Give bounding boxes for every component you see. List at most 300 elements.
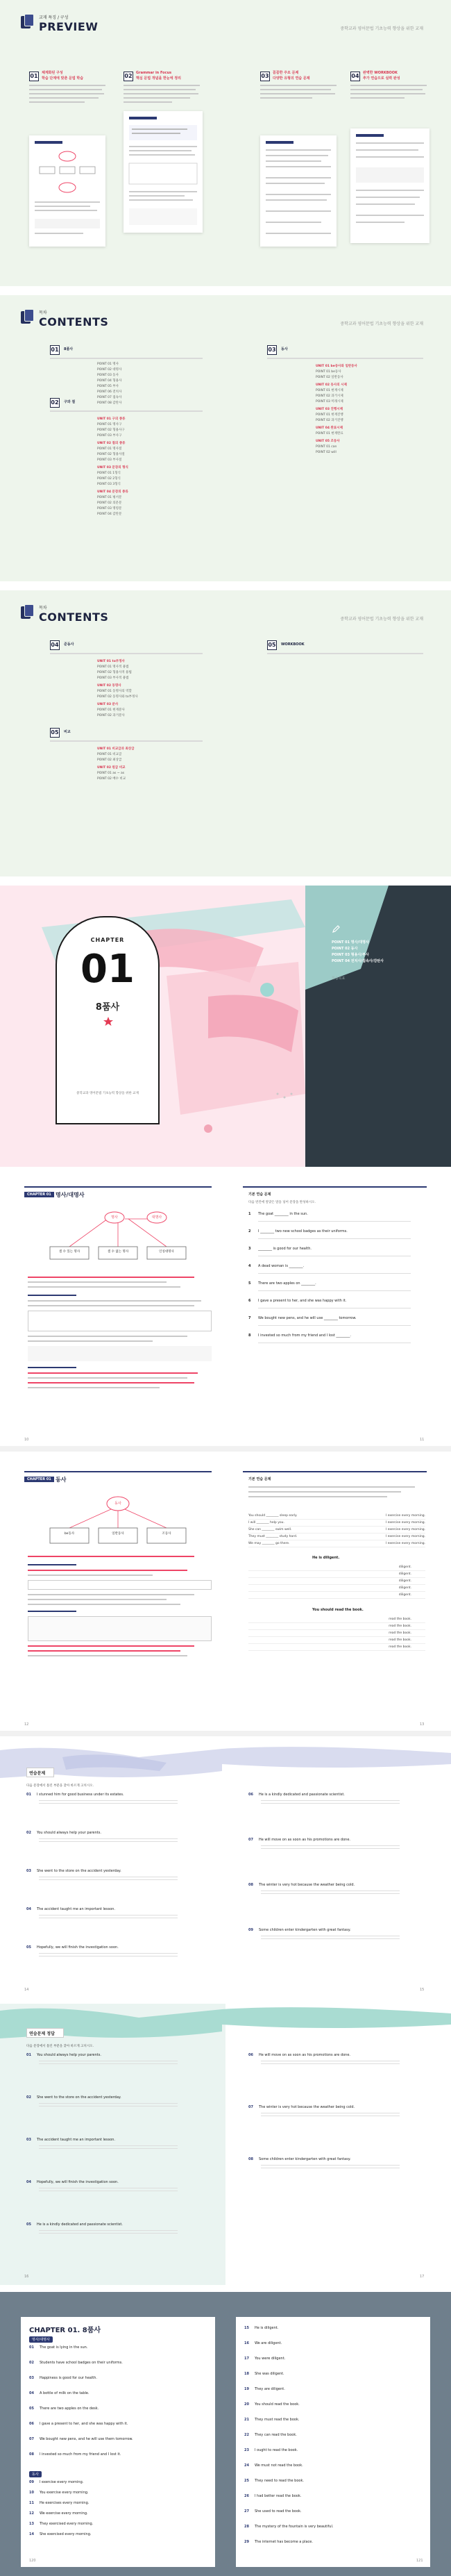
workbook-item [29, 2391, 210, 2396]
item-number: 05 [26, 2222, 31, 2227]
item-text: I ought to read the book. [254, 2448, 298, 2452]
item-text: The internet has become a place. [254, 2540, 313, 2544]
table-cell: I exercise every morning. [385, 1521, 425, 1524]
pencil-icon [332, 924, 341, 933]
page-number: 17 [420, 2275, 425, 2279]
item-text: Students have school badges on their uniforms. [39, 2361, 123, 2365]
toc-item: POINT 02 동명사와 to부정사 [97, 695, 138, 699]
practice-row [26, 1945, 214, 1950]
item-text: He is a kindly dedicated and passionate scientist. [36, 2222, 123, 2227]
item-number: 22 [244, 2433, 249, 2437]
toc-item: POINT 02 과거진행 [316, 419, 343, 422]
answer-line [261, 2063, 400, 2064]
item-text: She went to the store on the accident yesterday. [36, 1869, 121, 1873]
table-row [248, 1578, 425, 1585]
practice-row [26, 1830, 214, 1836]
chapter-name: 8품사 [64, 347, 74, 351]
table-cell: She can ________ swim well. [248, 1528, 292, 1531]
practice-list [248, 2052, 429, 2209]
exercise-block [248, 1486, 425, 1504]
answer-line [39, 2233, 178, 2234]
chapter-name: 동사 [281, 347, 288, 351]
toc-item: POINT 06 전치사 [97, 390, 122, 394]
item-number: 02 [29, 2361, 34, 2365]
workbook-item [29, 2360, 210, 2366]
workbook-item [244, 2509, 425, 2514]
item-number: 28 [244, 2525, 249, 2529]
item-text: She was diligent. [254, 2372, 284, 2376]
item-text: They can read the book. [254, 2433, 297, 2437]
header-note: 중학교과 영어문법 기초능력 향상을 위한 교재 [340, 26, 423, 31]
exercise-item [248, 1229, 425, 1234]
workbook-item [244, 2463, 425, 2468]
contents-badge: 목차 [39, 310, 47, 315]
item-number: 09 [248, 1928, 253, 1932]
item-text: The mystery of the fountain is very beautiful. [254, 2525, 334, 2529]
table-cell: diligent. [398, 1572, 411, 1576]
table-cell: They must ________ study hard. [248, 1535, 298, 1538]
practice-item [248, 1882, 429, 1894]
answer-line [258, 1273, 411, 1274]
toc-item: POINT 01 can [316, 445, 337, 449]
practice-row [26, 2137, 214, 2143]
item-text: You should always help your parents. [36, 1831, 101, 1835]
table-row [248, 1616, 425, 1623]
practice-item [248, 2104, 429, 2116]
diagram-box: be동사 [64, 1532, 75, 1536]
item-text: The goat ________ in the sun. [258, 1212, 308, 1216]
workbook-item [29, 2436, 210, 2442]
workbook-item [29, 2532, 210, 2537]
table-cell: diligent. [398, 1586, 411, 1590]
practice-item [248, 2052, 429, 2064]
toc-item: POINT 02 과거분사 [97, 714, 125, 717]
item-text: You exercise every morning. [39, 2491, 89, 2495]
toc-item: UNIT 01 비교급과 최상급 [97, 747, 135, 751]
workbook-item [244, 2325, 425, 2331]
feature-description [29, 85, 105, 103]
feature-description [350, 85, 427, 99]
table-row [248, 1637, 425, 1644]
practice-item [26, 2095, 214, 2106]
table-cell: read the book. [389, 1638, 411, 1642]
table-row [248, 1540, 425, 1547]
page-number: 10 [24, 1438, 29, 1442]
item-text: He is a kindly dedicated and passionate scientist. [258, 1793, 345, 1797]
practice-item [26, 1906, 214, 1918]
workbook-item [244, 2371, 425, 2377]
item-text: Happiness is good for our health. [39, 2376, 97, 2380]
item-text: A bottle of milk on the table. [39, 2391, 90, 2395]
exercise-item [248, 1263, 425, 1269]
toc-item: POINT 01 1형식 [97, 472, 121, 475]
toc-list [97, 415, 205, 517]
chapter-number: 04 [50, 640, 60, 650]
feature-title: 완벽한 WORKBOOK [363, 71, 398, 75]
toc-item: POINT 01 동명사의 역할 [97, 690, 132, 693]
item-number: 05 [26, 1945, 31, 1950]
exercise-item [248, 1211, 425, 1217]
chapter-number: 01 [80, 947, 135, 992]
table-cell: read the book. [389, 1618, 411, 1621]
toc-item: POINT 02 형용사적 용법 [97, 671, 132, 674]
item-text: I stunned him for good business under its estates. [36, 1793, 124, 1797]
item-text: There are two apples on ________. [258, 1281, 316, 1286]
toc-item: POINT 01 명사구 [97, 423, 122, 426]
item-text: I gave a present to her, and she was happy with it. [39, 2422, 128, 2426]
answer-line [261, 1803, 400, 1804]
answer-line [258, 1221, 411, 1222]
item-text: I had better read the book. [254, 2494, 302, 2498]
diagram-box: 인칭대명사 [159, 1250, 174, 1254]
table-row [248, 1534, 425, 1540]
table-cell: diligent. [398, 1593, 411, 1597]
document-icon [21, 604, 35, 621]
item-number: 03 [26, 2138, 31, 2142]
item-number: 02 [26, 1831, 31, 1835]
item-text: I gave a present to her, and she was happy with it. [258, 1299, 347, 1303]
lesson-body [28, 1277, 212, 1392]
exercise-table [248, 1513, 425, 1547]
toc-item: POINT 01 현재시제 [316, 389, 343, 392]
workbook-item [29, 2500, 210, 2506]
feature-preview-thumbnail [124, 111, 203, 233]
preview-title: PREVIEW [39, 20, 99, 33]
toc-list [97, 362, 205, 406]
item-text: I invested so much from my friend and I lost it. [39, 2452, 121, 2457]
toc-item: UNIT 03 진행시제 [316, 408, 343, 411]
chapter-footnote: 중학교과 영어문법 기초능력 향상을 위한 교재 [76, 1092, 139, 1095]
table-cell: I exercise every morning. [385, 1535, 425, 1538]
practice-item [26, 1792, 214, 1804]
feature-subtitle: 다양한 유형의 연습 문제 [273, 76, 310, 81]
toc-item: UNIT 03 분사 [97, 703, 119, 706]
practice-item [26, 1868, 214, 1880]
header-note: 중학교과 영어문법 기초능력 향상을 위한 교재 [340, 617, 423, 622]
feature-number: 03 [260, 72, 270, 81]
lesson-title: 명사/대명사 [56, 1192, 85, 1198]
header-brush-decoration [222, 1743, 451, 1778]
item-number: 5 [248, 1281, 251, 1286]
answer-line [39, 2103, 178, 2104]
page-number: 120 [29, 2559, 36, 2563]
toc-item: POINT 07 접속사 [97, 396, 122, 399]
item-text: We bought new pens, and he will use ________ tomorrow. [258, 1316, 357, 1320]
item-number: 02 [26, 2095, 31, 2100]
table-cell: I exercise every morning. [385, 1528, 425, 1531]
header-note: 중학교과 영어문법 기초능력 향상을 위한 교재 [340, 322, 423, 326]
preview-page [0, 0, 451, 286]
answer-line [39, 2230, 178, 2231]
item-text: They exercised every morning. [39, 2522, 94, 2526]
toc-item: POINT 01 명사절 [97, 447, 122, 451]
toc-item: POINT 02 will [316, 451, 337, 454]
practice-row [26, 2052, 214, 2058]
toc-item: UNIT 02 원급 비교 [97, 766, 126, 770]
toc-item: UNIT 01 be동사와 일반동사 [316, 365, 357, 368]
page-number: 16 [24, 2275, 29, 2279]
workbook-page [0, 2292, 451, 2576]
practice-item [248, 1837, 429, 1849]
practice-item [26, 2222, 214, 2234]
workbook-item [244, 2493, 425, 2499]
item-number: 29 [244, 2540, 249, 2544]
exercise-item [248, 1298, 425, 1304]
toc-item: UNIT 02 절의 종류 [97, 442, 126, 445]
item-number: 19 [244, 2387, 249, 2391]
chapter-point: POINT 03 형용사/부사 [332, 953, 369, 957]
item-text: He will move on as soon as his promotions are done. [258, 2053, 350, 2057]
table-cell: read the book. [389, 1645, 411, 1649]
table-row [248, 1623, 425, 1630]
toc-item: POINT 03 미래시제 [316, 400, 343, 404]
answer-line [258, 1238, 411, 1239]
table-cell: read the book. [389, 1631, 411, 1635]
feature-number: 04 [350, 72, 360, 81]
item-text: She used to read the book. [254, 2509, 302, 2513]
chapter-number: 05 [50, 728, 60, 738]
header-brush-decoration [222, 2004, 451, 2038]
item-text: They need to read the book. [254, 2479, 304, 2483]
toc-item: UNIT 01 to부정사 [97, 660, 125, 663]
item-number: 04 [26, 1907, 31, 1911]
feature-number: 01 [29, 72, 39, 81]
item-text: You should always help your parents. [36, 2053, 101, 2057]
toc-item: POINT 05 부사 [97, 385, 119, 388]
answer-line [39, 2145, 178, 2146]
chapter-point: POINT 04 전치사/접속사/감탄사 [332, 959, 384, 963]
item-text: I ________ two new school badges as their uniforms. [258, 1229, 348, 1233]
table-head: He is diligent. [312, 1556, 340, 1560]
item-number: 01 [26, 1793, 31, 1797]
item-text: We must not read the book. [254, 2463, 303, 2468]
answer-line [39, 1915, 178, 1916]
answer-line [258, 1290, 411, 1291]
table-row [248, 1585, 425, 1592]
toc-item: POINT 03 부사절 [97, 458, 122, 462]
diagram-node: 동사 [114, 1502, 121, 1506]
chapter-tag: CHAPTER 01 [24, 1477, 54, 1482]
exercise-item [248, 1281, 425, 1286]
item-number: 04 [26, 2180, 31, 2184]
answer-line [39, 1953, 178, 1954]
toc-item: POINT 01 현재진행 [316, 413, 343, 417]
chapter-point: POINT 01 명사/대명사 [332, 940, 369, 945]
item-number: 04 [29, 2391, 34, 2395]
practice-row [26, 2179, 214, 2185]
item-number: 6 [248, 1299, 251, 1303]
answer-line [39, 1879, 178, 1880]
item-number: 07 [29, 2437, 34, 2441]
workbook-item [244, 2417, 425, 2423]
toc-item: POINT 03 부사구 [97, 434, 122, 438]
practice-item [26, 2179, 214, 2191]
feature-number: 02 [124, 72, 133, 81]
document-icon [21, 14, 35, 31]
table-head: You should read the book. [312, 1608, 364, 1612]
table-cell: I exercise every morning. [385, 1542, 425, 1545]
toc-item: POINT 02 2형식 [97, 477, 121, 481]
item-number: 17 [244, 2357, 249, 2361]
answer-line [39, 2148, 178, 2149]
feature-subtitle: 핵심 문법 개념을 한눈에 정리 [136, 76, 181, 81]
practice-page-2 [0, 2004, 451, 2285]
workbook-item [29, 2375, 210, 2381]
item-number: 15 [244, 2326, 249, 2330]
answer-line [261, 1800, 400, 1801]
toc-item: POINT 03 3형식 [97, 483, 121, 486]
practice-item [26, 2137, 214, 2149]
exercise-table [248, 1616, 425, 1651]
toc-list [316, 362, 427, 456]
exercise-intro: 다음 빈칸에 알맞은 말을 넣어 문장을 완성하시오. [248, 1201, 316, 1204]
chapter-name: 구와 절 [64, 400, 76, 404]
item-text: They are diligent. [254, 2387, 285, 2391]
chapter-point: POINT 02 동사 [332, 947, 358, 951]
item-number: 10 [29, 2491, 34, 2495]
table-cell: We may ________ go there. [248, 1542, 290, 1545]
item-text: A dead woman is ________. [258, 1264, 305, 1268]
toc-item: POINT 01 be동사 [316, 370, 341, 374]
page-number: 14 [24, 1988, 29, 1992]
practice-row [26, 2095, 214, 2100]
toc-item: POINT 01 현재분사 [97, 708, 125, 712]
item-text: I invested so much from my friend and I lost ________. [258, 1333, 351, 1338]
exercise-table [248, 1564, 425, 1599]
feature-subtitle: 추가 연습으로 실력 완성 [363, 76, 400, 81]
item-text: Some children enter kindergarten with great fantasy. [258, 2157, 351, 2161]
table-row [248, 1527, 425, 1534]
table-row [248, 1520, 425, 1527]
item-number: 8 [248, 1333, 251, 1338]
feature-title: Grammar in Focus [136, 71, 172, 75]
item-number: 01 [29, 2345, 34, 2350]
workbook-item [29, 2521, 210, 2527]
practice-item [248, 1927, 429, 1939]
feature-description [124, 85, 200, 103]
toc-item: POINT 01 as ~ as [97, 772, 125, 775]
item-text: She went to the store on the accident yesterday. [36, 2095, 121, 2100]
header-brush-decoration [0, 1743, 222, 1785]
chapter-number: 02 [50, 398, 60, 408]
item-number: 4 [248, 1264, 251, 1268]
toc-item: POINT 02 형용사절 [97, 453, 125, 456]
item-text: He is diligent. [254, 2326, 279, 2330]
chapter-number: 03 [267, 345, 277, 355]
table-row [248, 1630, 425, 1637]
item-number: 07 [248, 2105, 253, 2109]
item-text: Some children enter kindergarten with great fantasy. [258, 1928, 351, 1932]
answer-line [39, 1841, 178, 1842]
practice-row [26, 2222, 214, 2227]
workbook-item [29, 2479, 210, 2485]
item-text: I exercise every morning. [39, 2480, 84, 2484]
item-number: 11 [29, 2501, 34, 2505]
toc-item: POINT 02 배수 비교 [97, 777, 126, 781]
page-number: 15 [420, 1988, 425, 1992]
item-text: You were diligent. [254, 2357, 286, 2361]
item-number: 03 [26, 1869, 31, 1873]
practice-item [26, 1830, 214, 1842]
toc-item: POINT 02 대명사 [97, 368, 122, 372]
item-number: 27 [244, 2509, 249, 2513]
workbook-item [29, 2406, 210, 2411]
table-cell: I exercise every morning. [385, 1514, 425, 1518]
item-text: You should read the book. [254, 2402, 300, 2407]
workbook-item [244, 2524, 425, 2529]
toc-item: UNIT 04 완료시제 [316, 426, 343, 430]
item-number: 26 [244, 2494, 249, 2498]
item-number: 16 [244, 2341, 249, 2345]
page-number: 12 [24, 1722, 29, 1727]
star-icon [103, 1016, 114, 1027]
chapter-number: 05 [267, 640, 277, 650]
chapter-title: 8품사 [95, 1002, 120, 1013]
diagram-box: 셀 수 있는 명사 [58, 1250, 80, 1254]
workbook-item [244, 2448, 425, 2453]
item-number: 23 [244, 2448, 249, 2452]
workbook-subtitle: 명사/대명사 [29, 2336, 53, 2343]
item-text: The winter is very hot because the weather being cold. [258, 2105, 355, 2109]
feature-preview-thumbnail [260, 135, 337, 247]
diagram-node: 명사 [111, 1215, 118, 1220]
exercise-title: 기본 연습 문제 [248, 1477, 271, 1481]
practice-intro: 다음 문장에서 틀린 부분을 찾아 바르게 고치시오. [26, 1784, 94, 1788]
practice-row [248, 2104, 429, 2110]
toc-item: POINT 02 의문문 [97, 501, 122, 505]
chapter-name: 준동사 [64, 642, 74, 647]
table-row [248, 1592, 425, 1599]
workbook-item [244, 2402, 425, 2407]
diagram-box: 조동사 [162, 1532, 171, 1536]
item-number: 7 [248, 1316, 251, 1320]
contents-title: CONTENTS [39, 315, 109, 329]
workbook-item [244, 2432, 425, 2438]
toc-item: POINT 01 현재완료 [316, 432, 343, 435]
page-number: 11 [420, 1438, 425, 1442]
feature-title: 체계화된 구성 [42, 71, 63, 75]
answer-line [39, 2063, 178, 2064]
toc-item: POINT 01 비교급 [97, 753, 122, 756]
toc-item: UNIT 03 문장의 형식 [97, 466, 128, 470]
workbook-item [29, 2345, 210, 2350]
grammar-diagram [28, 1490, 208, 1552]
answer-line [39, 1803, 178, 1804]
toc-item: POINT 02 일반동사 [316, 376, 343, 379]
answer-line [39, 1800, 178, 1801]
item-number: 14 [29, 2532, 34, 2536]
item-text: There are two apples on the desk. [39, 2407, 99, 2411]
practice-intro: 다음 문장에서 틀린 부분을 찾아 바르게 고치시오. [26, 2045, 94, 2048]
item-number: 08 [29, 2452, 34, 2457]
lesson-body [28, 1556, 212, 1660]
item-number: 01 [26, 2053, 31, 2057]
item-text: The goat is lying in the sun. [39, 2345, 88, 2350]
feature-preview-thumbnail [29, 135, 105, 247]
toc-item: UNIT 01 구의 종류 [97, 417, 126, 421]
item-text: We are diligent. [254, 2341, 282, 2345]
item-number: 25 [244, 2479, 249, 2483]
chapter-name: WORKBOOK [281, 642, 305, 647]
workbook-item [244, 2386, 425, 2392]
contents-badge: 목차 [39, 606, 47, 610]
toc-item: POINT 01 평서문 [97, 496, 122, 499]
preview-badge: 교재 특징 / 구성 [39, 15, 69, 20]
item-text: Hopefully, we will finish the investigation soon. [36, 1945, 119, 1950]
toc-item: POINT 01 명사 [97, 363, 119, 366]
cover-side-note: 학습목표 [332, 977, 346, 981]
workbook-item [244, 2539, 425, 2545]
